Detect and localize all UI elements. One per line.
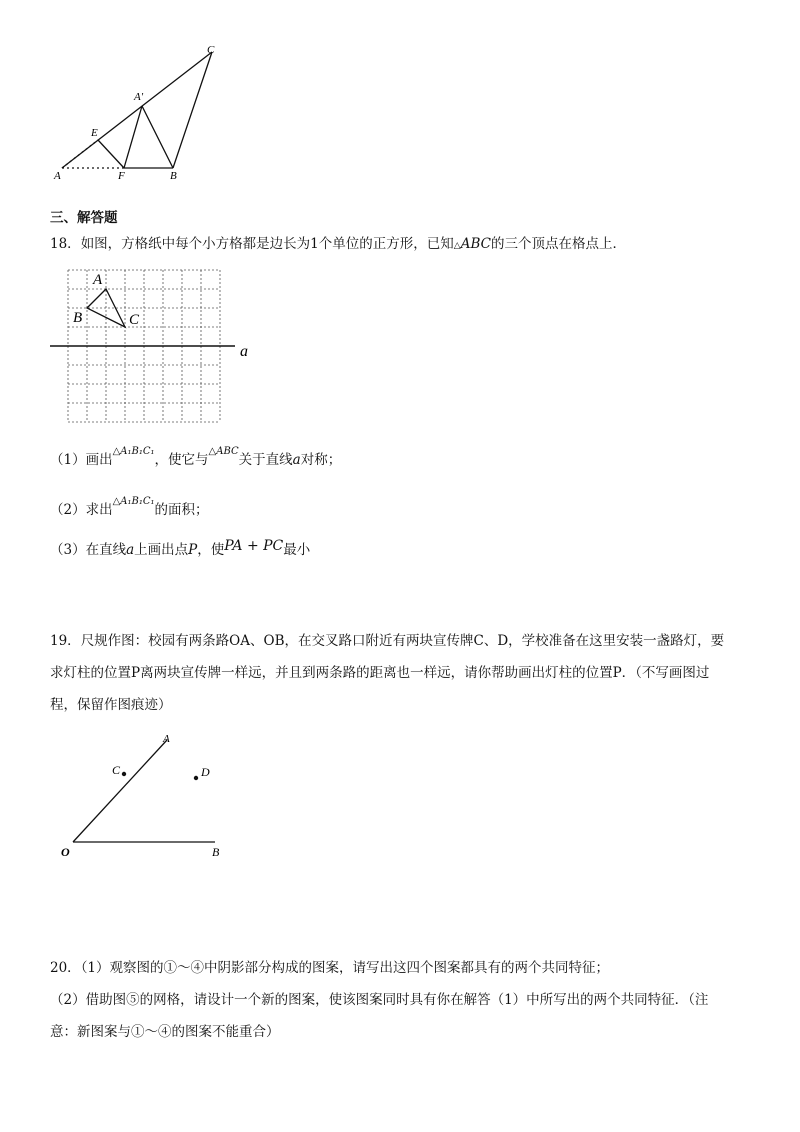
q18-part1-var: a bbox=[292, 452, 301, 468]
q19-stem bbox=[50, 625, 785, 721]
fig17-triangle-diagram bbox=[50, 40, 230, 185]
q18-stem-tri-symbol: △ bbox=[453, 241, 461, 251]
q18-part1-post-a: 关于直线 bbox=[238, 452, 293, 468]
q19-label-O: O bbox=[61, 845, 70, 859]
q20-number: 20． bbox=[50, 960, 81, 976]
q18-part1-num: （1） bbox=[50, 452, 86, 468]
fig17-label-F: F bbox=[118, 170, 125, 182]
q20-line1 bbox=[50, 952, 785, 984]
q19-label-D: D bbox=[201, 765, 210, 779]
fig17-line-EF bbox=[98, 140, 124, 168]
q18-number: 18． bbox=[50, 236, 81, 252]
q18-part1-post-b: 对称； bbox=[300, 452, 342, 468]
q20-line2: （2）借助图⑤的网格，请设计一个新的图案，使该图案同时具有你在解答（1）中所写出的两个共同特征．（注 bbox=[50, 992, 709, 1008]
q18-grid-figure bbox=[45, 262, 260, 428]
q18-part3-mid: 上画出点 bbox=[134, 542, 189, 558]
q19-line2: 求灯柱的位置P离两块宣传牌一样远，并且到两条路的距离也一样远，请你帮助画出灯柱的位置P．（不写画图过 bbox=[50, 665, 710, 681]
q18-part3-mid2: ，使 bbox=[197, 542, 225, 558]
q18-part2-tri: △A₁B₁C₁ bbox=[112, 496, 155, 507]
q20-line3: 意：新图案与①～④的图案不能重合） bbox=[50, 1024, 280, 1040]
q18-part3 bbox=[50, 540, 310, 560]
q19-number: 19． bbox=[50, 633, 81, 649]
fig17-line-A1B bbox=[142, 106, 173, 168]
q20-stem bbox=[50, 952, 785, 1048]
q18-part3-expr: PA + PC bbox=[224, 538, 284, 554]
q19-label-C: C bbox=[112, 763, 121, 777]
fig17-label-E: E bbox=[91, 127, 98, 139]
q19-point-D bbox=[194, 776, 198, 780]
q18-part2-post: 的面积； bbox=[154, 502, 209, 518]
q18-part1-mid: ，使它与 bbox=[154, 452, 209, 468]
q19-figure bbox=[55, 728, 235, 863]
q18-part2-pre: 求出 bbox=[85, 502, 113, 518]
q19-line3: 程，保留作图痕迹） bbox=[50, 697, 172, 713]
q18-stem-prefix: 如图，方格纸中每个小方格都是边长为1个单位的正方形，已知 bbox=[80, 236, 454, 252]
q18-stem-abc: ABC bbox=[460, 236, 491, 252]
q18-label-B: B bbox=[73, 310, 83, 326]
q19-line1 bbox=[50, 625, 785, 657]
q19-line1-text: 尺规作图：校园有两条路OA、OB，在交叉路口附近有两块宣传牌C、D，学校准备在这里安装一盏路灯，要 bbox=[80, 633, 725, 649]
q18-part1-tri: △A₁B₁C₁ bbox=[112, 446, 155, 457]
q18-part1-pre: 画出 bbox=[85, 452, 113, 468]
q19-label-B: B bbox=[212, 845, 220, 859]
fig17-line-AC bbox=[62, 52, 212, 168]
q18-part3-pre: 在直线 bbox=[85, 542, 127, 558]
q18-part3-pt: P bbox=[188, 542, 198, 558]
fig17-label-B: B bbox=[170, 170, 177, 182]
q19-label-A: A bbox=[163, 733, 170, 745]
q18-label-C: C bbox=[129, 312, 140, 328]
q18-label-A: A bbox=[93, 272, 103, 288]
q18-part1-tri2: △ABC bbox=[208, 446, 239, 457]
q18-stem bbox=[50, 234, 626, 256]
q18-part2 bbox=[50, 496, 209, 522]
q19-ray-OA bbox=[73, 740, 167, 842]
q18-stem-suffix: 的三个顶点在格点上． bbox=[490, 236, 626, 252]
q18-part1 bbox=[50, 446, 342, 472]
fig17-line-A1F bbox=[124, 106, 142, 168]
fig17-label-A: A bbox=[54, 170, 61, 182]
fig17-label-C: C bbox=[207, 44, 215, 56]
q18-part3-num: （3） bbox=[50, 542, 86, 558]
q18-part2-num: （2） bbox=[50, 502, 86, 518]
q18-label-line-a: a bbox=[240, 343, 248, 360]
fig17-label-A-prime: A' bbox=[134, 91, 144, 103]
q20-line1-text: （1）观察图的①～④中阴影部分构成的图案，请写出这四个图案都具有的两个共同特征； bbox=[80, 960, 610, 976]
q19-point-C bbox=[122, 772, 126, 776]
q18-part3-post: 最小 bbox=[283, 542, 311, 558]
fig17-line-BC bbox=[173, 52, 212, 168]
q18-part3-var: a bbox=[126, 542, 135, 558]
section-heading: 三、解答题 bbox=[50, 210, 118, 226]
